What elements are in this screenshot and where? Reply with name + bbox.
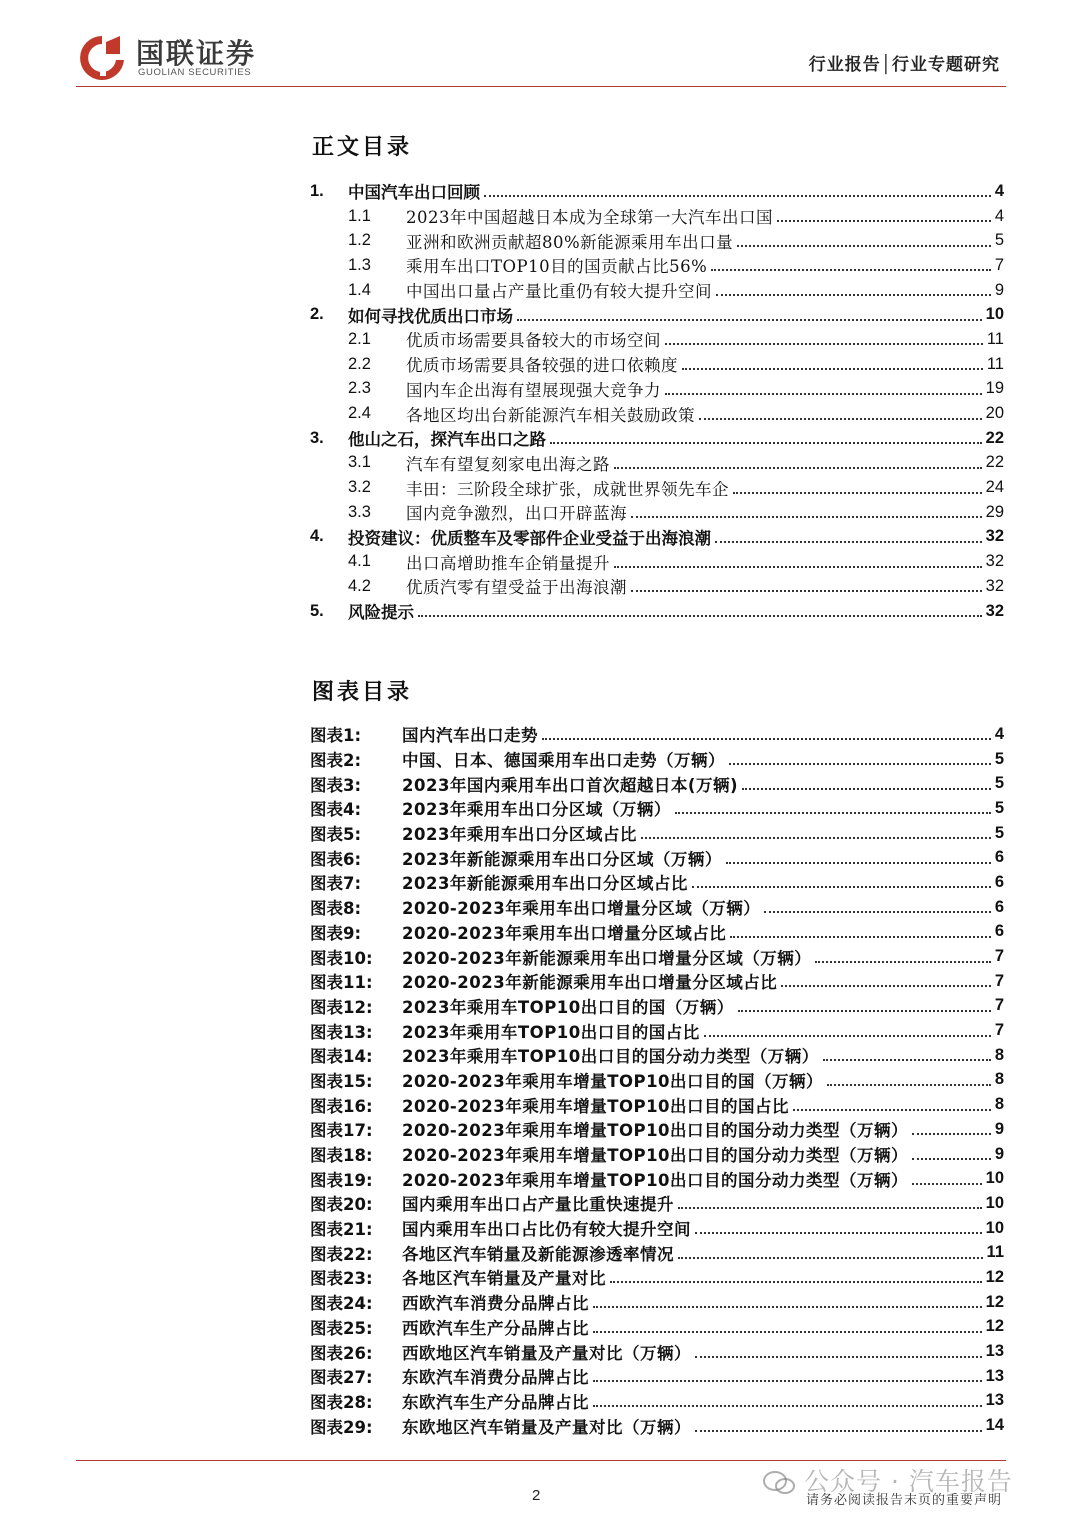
entry-number: 图表1: (310, 726, 362, 746)
dot-leader (781, 985, 991, 987)
figure-entry[interactable] (310, 1216, 1004, 1241)
figure-entry[interactable] (310, 722, 1004, 747)
entry-number: 图表4: (310, 800, 362, 820)
figure-entry[interactable] (310, 1043, 1004, 1068)
footer-divider (76, 1460, 1006, 1461)
entry-title: 2020-2023年乘用车增量TOP10出口目的国分动力类型（万辆） (402, 1146, 909, 1166)
toc-entry[interactable] (310, 401, 1004, 426)
wechat-icon (762, 1470, 796, 1496)
dot-leader (912, 1158, 991, 1160)
entry-number: 图表9: (310, 923, 362, 943)
dot-leader (730, 936, 991, 938)
entry-title: 2020-2023年乘用车增量TOP10出口目的国分动力类型（万辆） (402, 1121, 909, 1141)
entry-title: 国内竞争激烈，出口开辟蓝海 (406, 504, 627, 524)
entry-page: 22 (985, 428, 1004, 447)
entry-page: 5 (994, 798, 1004, 817)
entry-title: 如何寻找优质出口市场 (348, 306, 513, 326)
figure-entry[interactable] (310, 771, 1004, 796)
figure-entry[interactable] (310, 920, 1004, 945)
dot-leader (665, 393, 982, 395)
figure-entry[interactable] (310, 1290, 1004, 1315)
toc-entry[interactable] (310, 327, 1004, 352)
entry-title: 西欧汽车生产分品牌占比 (402, 1318, 589, 1338)
dot-leader (484, 195, 991, 197)
logo-chinese-name: 国联证券 (136, 37, 257, 70)
entry-number: 图表23: (310, 1269, 373, 1289)
entry-title: 东欧汽车消费分品牌占比 (402, 1368, 589, 1388)
entry-page: 24 (985, 478, 1004, 497)
entry-title: 中国出口量占产量比重仍有较大提升空间 (406, 282, 712, 302)
dot-leader (542, 738, 991, 740)
figure-entry[interactable] (310, 1068, 1004, 1093)
report-type: 行业报告│行业专题研究 (808, 55, 1000, 75)
dot-leader (793, 1109, 991, 1111)
entry-number: 图表14: (310, 1047, 373, 1067)
entry-page: 9 (994, 1144, 1004, 1163)
dot-leader (815, 961, 991, 963)
entry-number: 1. (310, 181, 324, 200)
figure-entry[interactable] (310, 796, 1004, 821)
dot-leader (912, 1133, 991, 1135)
entry-number: 2.4 (348, 404, 371, 423)
entry-number: 2.3 (348, 379, 371, 398)
dot-leader (695, 1430, 982, 1432)
entry-page: 10 (985, 1218, 1004, 1237)
entry-title: 2023年乘用车TOP10出口目的国分动力类型（万辆） (402, 1047, 819, 1067)
entry-page: 5 (994, 774, 1004, 793)
entry-title: 2023年新能源乘用车出口分区域（万辆） (402, 849, 722, 869)
entry-number: 图表20: (310, 1195, 373, 1215)
entry-number: 4.2 (348, 576, 371, 595)
toc-entry[interactable] (310, 179, 1004, 204)
entry-title: 2023年乘用车出口分区域占比 (402, 825, 637, 845)
entry-page: 6 (994, 897, 1004, 916)
figure-entry[interactable] (310, 969, 1004, 994)
entry-title: 东欧地区汽车销量及产量对比（万辆） (402, 1417, 691, 1437)
dot-leader (695, 1232, 982, 1234)
entry-page: 9 (994, 280, 1004, 299)
entry-number: 图表2: (310, 751, 362, 771)
entry-number: 图表25: (310, 1318, 373, 1338)
entry-title: 亚洲和欧洲贡献超80%新能源乘用车出口量 (406, 232, 734, 252)
entry-page: 13 (985, 1366, 1004, 1385)
guolian-logo-icon (76, 32, 128, 84)
figure-entry[interactable] (310, 1315, 1004, 1340)
figure-entry[interactable] (310, 1413, 1004, 1438)
entry-title: 国内车企出海有望展现强大竞争力 (406, 380, 661, 400)
figure-entry[interactable] (310, 1240, 1004, 1265)
entry-page: 7 (994, 996, 1004, 1015)
entry-page: 5 (994, 749, 1004, 768)
entry-page: 5 (994, 231, 1004, 250)
toc-entry[interactable] (310, 253, 1004, 278)
entry-title: 各地区汽车销量及新能源渗透率情况 (402, 1244, 674, 1264)
header-divider (76, 86, 1006, 87)
entry-page: 10 (985, 305, 1004, 324)
entry-page: 29 (985, 502, 1004, 521)
entry-number: 4.1 (348, 552, 371, 571)
entry-page: 8 (994, 1070, 1004, 1089)
entry-page: 4 (994, 206, 1004, 225)
entry-page: 11 (986, 354, 1004, 373)
entry-page: 11 (986, 329, 1004, 348)
figure-entry[interactable] (310, 1339, 1004, 1364)
dot-leader (704, 1035, 991, 1037)
dot-leader (764, 911, 991, 913)
dot-leader (678, 1257, 983, 1259)
entry-title: 乘用车出口TOP10目的国贡献占比56% (406, 257, 708, 277)
entry-title: 西欧汽车消费分品牌占比 (402, 1294, 589, 1314)
entry-number: 图表29: (310, 1417, 373, 1437)
entry-number: 1.4 (348, 280, 371, 299)
entry-page: 8 (994, 1095, 1004, 1114)
dot-leader (716, 294, 991, 296)
figure-entry[interactable] (310, 1191, 1004, 1216)
toc-entry[interactable] (310, 228, 1004, 253)
dot-leader (665, 343, 983, 345)
toc-entry[interactable] (310, 475, 1004, 500)
logo-english-name: GUOLIAN SECURITIES (138, 67, 252, 78)
entry-title: 国内乘用车出口占产量比重快速提升 (402, 1195, 674, 1215)
entry-title: 丰田：三阶段全球扩张，成就世界领先车企 (406, 479, 729, 499)
entry-number: 图表8: (310, 899, 362, 919)
dot-leader (614, 566, 982, 568)
toc-entry[interactable] (310, 426, 1004, 451)
entry-page: 6 (994, 848, 1004, 867)
toc-list (310, 179, 1004, 623)
figure-entry[interactable] (310, 1117, 1004, 1142)
dot-leader (711, 269, 991, 271)
dot-leader (733, 492, 982, 494)
dot-leader (593, 1380, 982, 1382)
entry-number: 1.2 (348, 231, 371, 250)
entry-page: 20 (985, 404, 1004, 423)
entry-title: 2020-2023年乘用车出口增量分区域占比 (402, 923, 727, 943)
toc-entry[interactable] (310, 352, 1004, 377)
entry-title: 2023年乘用车TOP10出口目的国占比 (402, 1022, 700, 1042)
entry-page: 13 (985, 1342, 1004, 1361)
entry-page: 32 (985, 601, 1004, 620)
figure-entry[interactable] (310, 1364, 1004, 1389)
toc-entry[interactable] (310, 451, 1004, 476)
entry-title: 2023年中国超越日本成为全球第一大汽车出口国 (406, 208, 773, 228)
entry-number: 3.2 (348, 478, 371, 497)
entry-page: 7 (994, 1021, 1004, 1040)
dot-leader (729, 763, 991, 765)
entry-number: 2.2 (348, 354, 371, 373)
dot-leader (678, 1207, 982, 1209)
figure-entry[interactable] (310, 747, 1004, 772)
entry-number: 图表10: (310, 948, 373, 968)
dot-leader (641, 837, 991, 839)
entry-title: 中国、日本、德国乘用车出口走势（万辆） (402, 751, 725, 771)
entry-title: 优质市场需要具备较大的市场空间 (406, 331, 661, 351)
entry-title: 2020-2023年乘用车增量TOP10出口目的国占比 (402, 1096, 790, 1116)
figure-entry[interactable] (310, 944, 1004, 969)
entry-title: 他山之石，探汽车出口之路 (348, 430, 546, 450)
toc-entry[interactable] (310, 500, 1004, 525)
entry-number: 图表7: (310, 874, 362, 894)
entry-number: 图表28: (310, 1392, 373, 1412)
entry-number: 图表11: (310, 973, 373, 993)
figure-entry[interactable] (310, 1166, 1004, 1191)
entry-title: 风险提示 (348, 603, 414, 623)
figure-entry[interactable] (310, 1265, 1004, 1290)
entry-number: 3.3 (348, 502, 371, 521)
entry-title: 西欧地区汽车销量及产量对比（万辆） (402, 1343, 691, 1363)
entry-number: 图表24: (310, 1294, 373, 1314)
entry-page: 13 (985, 1391, 1004, 1410)
page-number: 2 (532, 1487, 541, 1504)
entry-title: 优质汽零有望受益于出海浪潮 (406, 578, 627, 598)
entry-number: 3. (310, 428, 324, 447)
dot-leader (699, 418, 982, 420)
dot-leader (682, 368, 983, 370)
entry-title: 国内乘用车出口占比仍有较大提升空间 (402, 1220, 691, 1240)
entry-page: 19 (985, 379, 1004, 398)
entry-page: 32 (985, 552, 1004, 571)
toc-entry[interactable] (310, 599, 1004, 624)
entry-page: 7 (994, 971, 1004, 990)
toc-entry[interactable] (310, 278, 1004, 303)
figure-entry[interactable] (310, 870, 1004, 895)
dot-leader (695, 1356, 982, 1358)
toc-entry[interactable] (310, 574, 1004, 599)
toc-entry[interactable] (310, 549, 1004, 574)
entry-page: 6 (994, 922, 1004, 941)
dot-leader (715, 541, 982, 543)
figure-entry[interactable] (310, 1018, 1004, 1043)
dot-leader (550, 442, 982, 444)
entry-page: 4 (994, 181, 1004, 200)
entry-number: 图表22: (310, 1244, 373, 1264)
entry-title: 2020-2023年乘用车出口增量分区域（万辆） (402, 899, 761, 919)
entry-number: 图表17: (310, 1121, 373, 1141)
entry-title: 国内汽车出口走势 (402, 726, 538, 746)
figure-entry[interactable] (310, 895, 1004, 920)
toc-entry[interactable] (310, 204, 1004, 229)
page-header (76, 28, 1006, 86)
entry-number: 图表13: (310, 1022, 373, 1042)
entry-page: 9 (994, 1119, 1004, 1138)
dot-leader (517, 319, 982, 321)
dot-leader (631, 590, 982, 592)
toc-entry[interactable] (310, 525, 1004, 550)
entry-page: 7 (994, 255, 1004, 274)
dot-leader (418, 615, 982, 617)
dot-leader (593, 1405, 982, 1407)
dot-leader (614, 467, 982, 469)
entry-number: 图表16: (310, 1096, 373, 1116)
entry-number: 2.1 (348, 329, 371, 348)
entry-number: 图表27: (310, 1368, 373, 1388)
entry-page: 8 (994, 1045, 1004, 1064)
toc-entry[interactable] (310, 377, 1004, 402)
entry-title: 2023年乘用车出口分区域（万辆） (402, 800, 671, 820)
disclaimer: 请务必阅读报告末页的重要声明 (805, 1493, 1002, 1508)
dot-leader (610, 1281, 982, 1283)
entry-page: 32 (985, 527, 1004, 546)
entry-number: 4. (310, 527, 324, 546)
entry-number: 图表18: (310, 1146, 373, 1166)
entry-title: 2020-2023年乘用车增量TOP10出口目的国（万辆） (402, 1071, 824, 1091)
dot-leader (631, 516, 982, 518)
entry-title: 2020-2023年乘用车增量TOP10出口目的国分动力类型（万辆） (402, 1170, 909, 1190)
figure-entry[interactable] (310, 845, 1004, 870)
watermark-text: 公众号 · 汽车报告 (804, 1467, 1013, 1496)
entry-page: 4 (994, 724, 1004, 743)
toc-title: 正文目录 (312, 134, 413, 160)
entry-title: 2020-2023年新能源乘用车出口增量分区域（万辆） (402, 948, 812, 968)
entry-page: 10 (985, 1193, 1004, 1212)
company-logo (76, 28, 286, 84)
entry-number: 5. (310, 601, 324, 620)
figure-entry[interactable] (310, 1092, 1004, 1117)
entry-number: 图表21: (310, 1220, 373, 1240)
entry-number: 图表26: (310, 1343, 373, 1363)
dot-leader (737, 245, 991, 247)
entry-title: 出口高增助推车企销量提升 (406, 553, 610, 573)
dot-leader (675, 812, 991, 814)
toc-entry[interactable] (310, 302, 1004, 327)
entry-page: 12 (985, 1317, 1004, 1336)
dot-leader (593, 1306, 982, 1308)
entry-number: 图表3: (310, 775, 362, 795)
dot-leader (738, 1010, 991, 1012)
entry-number: 图表19: (310, 1170, 373, 1190)
entry-title: 各地区均出台新能源汽车相关鼓励政策 (406, 405, 695, 425)
dot-leader (912, 1183, 982, 1185)
entry-page: 7 (994, 947, 1004, 966)
dot-leader (726, 862, 991, 864)
entry-title: 2023年国内乘用车出口首次超越日本(万辆) (402, 775, 739, 795)
figure-entry[interactable] (310, 994, 1004, 1019)
dot-leader (827, 1084, 991, 1086)
entry-number: 1.1 (348, 206, 371, 225)
entry-page: 12 (985, 1292, 1004, 1311)
dot-leader (593, 1331, 982, 1333)
entry-title: 汽车有望复刻家电出海之路 (406, 454, 610, 474)
entry-title: 东欧汽车生产分品牌占比 (402, 1392, 589, 1412)
entry-title: 投资建议：优质整车及零部件企业受益于出海浪潮 (348, 528, 711, 548)
figure-entry[interactable] (310, 821, 1004, 846)
entry-title: 优质市场需要具备较强的进口依赖度 (406, 356, 678, 376)
entry-title: 2020-2023年新能源乘用车出口增量分区域占比 (402, 973, 778, 993)
dot-leader (823, 1059, 991, 1061)
entry-page: 10 (985, 1169, 1004, 1188)
entry-number: 2. (310, 305, 324, 324)
entry-page: 5 (994, 823, 1004, 842)
entry-page: 22 (985, 453, 1004, 472)
entry-number: 图表5: (310, 825, 362, 845)
entry-page: 32 (985, 576, 1004, 595)
entry-number: 图表12: (310, 997, 373, 1017)
entry-page: 6 (994, 872, 1004, 891)
entry-number: 1.3 (348, 255, 371, 274)
entry-title: 2023年乘用车TOP10出口目的国（万辆） (402, 997, 734, 1017)
figure-entry[interactable] (310, 1389, 1004, 1414)
entry-page: 11 (986, 1243, 1004, 1262)
dot-leader (742, 788, 991, 790)
entry-number: 图表15: (310, 1071, 373, 1091)
entry-title: 2023年新能源乘用车出口分区域占比 (402, 874, 688, 894)
entry-title: 中国汽车出口回顾 (348, 183, 480, 203)
entry-page: 14 (985, 1416, 1004, 1435)
entry-number: 3.1 (348, 453, 371, 472)
dot-leader (777, 220, 991, 222)
figure-entry[interactable] (310, 1142, 1004, 1167)
entry-page: 12 (985, 1267, 1004, 1286)
entry-number: 图表6: (310, 849, 362, 869)
figure-list (310, 722, 1004, 1438)
dot-leader (692, 886, 991, 888)
entry-title: 各地区汽车销量及产量对比 (402, 1269, 606, 1289)
figure-list-title: 图表目录 (312, 679, 413, 705)
